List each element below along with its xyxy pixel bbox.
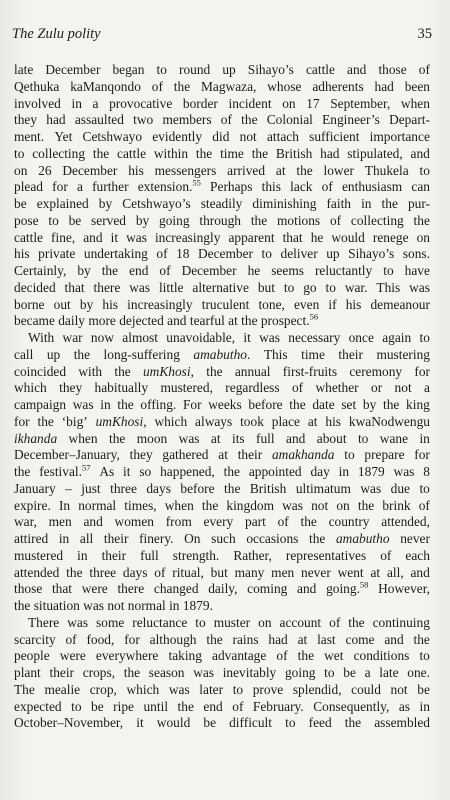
text-line: coincided with the umKhosi, the annual first-fruits ceremony for <box>14 363 430 379</box>
text-line: pose to be served by going through the motions of collecting the <box>14 212 430 228</box>
text-line: expected to be ripe until the end of February. Consequently, as in <box>14 698 430 714</box>
running-head: The Zulu polity <box>12 26 101 42</box>
text-line: on 26 December his messengers arrived at the lower Thukela to <box>14 162 430 178</box>
text-line: Certainly, by the end of December he seems reluctantly to have <box>14 263 430 278</box>
text-line: December–January, they gathered at their amakhanda to prepare for <box>14 447 430 463</box>
text-line: decided that there was little alternative but to go to war. This was <box>14 279 430 295</box>
text-line: ikhanda when the moon was at its full and about to wane in <box>14 430 430 446</box>
text-line: cattle fine, and it was increasingly apparent that he would renege on <box>14 229 430 245</box>
text-line: The mealie crop, which was later to prove splendid, could not be <box>14 681 430 697</box>
text-line: be explained by Cetshwayo’s steadily diminishing faith in the pur- <box>14 196 430 211</box>
text-line: plead for a further extension.$^{55}$ Perhaps this lack of enthusiasm can <box>14 177 430 195</box>
text-line: There was some reluctance to muster on account of the continuing <box>28 614 430 630</box>
paragraph <box>14 615 430 732</box>
text-line: Qethuka kaManqondo of the Magwaza, whose adherents had been <box>14 78 430 94</box>
body-text <box>14 62 430 732</box>
page-number: 35 <box>417 26 432 42</box>
text-line: attended the three days of ritual, but many men never went at all, and <box>14 564 430 580</box>
text-line: those that were there changed daily, coming and going.$^{58}$ However, <box>14 579 430 597</box>
text-line: scarcity of food, for although the rains had at last come and the <box>14 631 430 647</box>
text-line: to collecting the cattle within the time the British had stipulated, and <box>14 145 430 161</box>
text-line: call up the long-suffering amabutho. This time their mustering <box>14 346 430 362</box>
text-line: mustered in their full strength. Rather, representatives of each <box>14 547 430 563</box>
text-line: which they habitually mustered, regardless of whether or not a <box>14 380 430 396</box>
text-line: involved in a provocative border incident on 17 September, when <box>14 95 430 111</box>
text-line: late December began to round up Sihayo’s cattle and those of <box>14 62 430 77</box>
text-line: campaign was in the offing. For weeks before the date set by the king <box>14 397 430 412</box>
text-line: for the ‘big’ umKhosi, which always took place at his kwaNodwengu <box>14 413 430 429</box>
text-line: the festival.$^{57}$ As it so happened, the appointed day in 1879 was 8 <box>14 462 430 479</box>
text-line: people were everywhere taking advantage of the wet conditions to <box>14 648 430 664</box>
text-line: borne out by his increasingly truculent tone, even if his demeanour <box>14 296 430 312</box>
text-line: war, men and women from every part of the country attended, <box>14 514 430 530</box>
text-line: his private undertaking of 18 December to deliver up Sihayo’s sons. <box>14 246 430 262</box>
text-line: expire. In normal times, when the kingdom was not on the brink of <box>14 497 430 513</box>
paragraph <box>14 62 430 330</box>
text-line: ment. Yet Cetshwayo evidently did not attach sufficient importance <box>14 129 430 144</box>
text-line: October–November, it would be difficult to feed the assembled <box>14 715 430 731</box>
text-line: January – just three days before the British ultimatum was due to <box>14 480 430 496</box>
paragraph <box>14 330 430 615</box>
text-line: became daily more dejected and tearful at the prospect.$^{56}$ <box>14 311 319 329</box>
page-header <box>12 26 432 46</box>
text-line: With war now almost unavoidable, it was necessary once again to <box>28 330 430 345</box>
text-line: they had assaulted two members of the Colonial Engineer’s Depart- <box>14 112 430 128</box>
text-line: attired in all their finery. On such occasions the amabutho never <box>14 531 430 546</box>
text-line: plant their crops, the season was inevitably going to be a late one. <box>14 665 430 680</box>
text-line: the situation was not normal in 1879. <box>14 598 213 613</box>
